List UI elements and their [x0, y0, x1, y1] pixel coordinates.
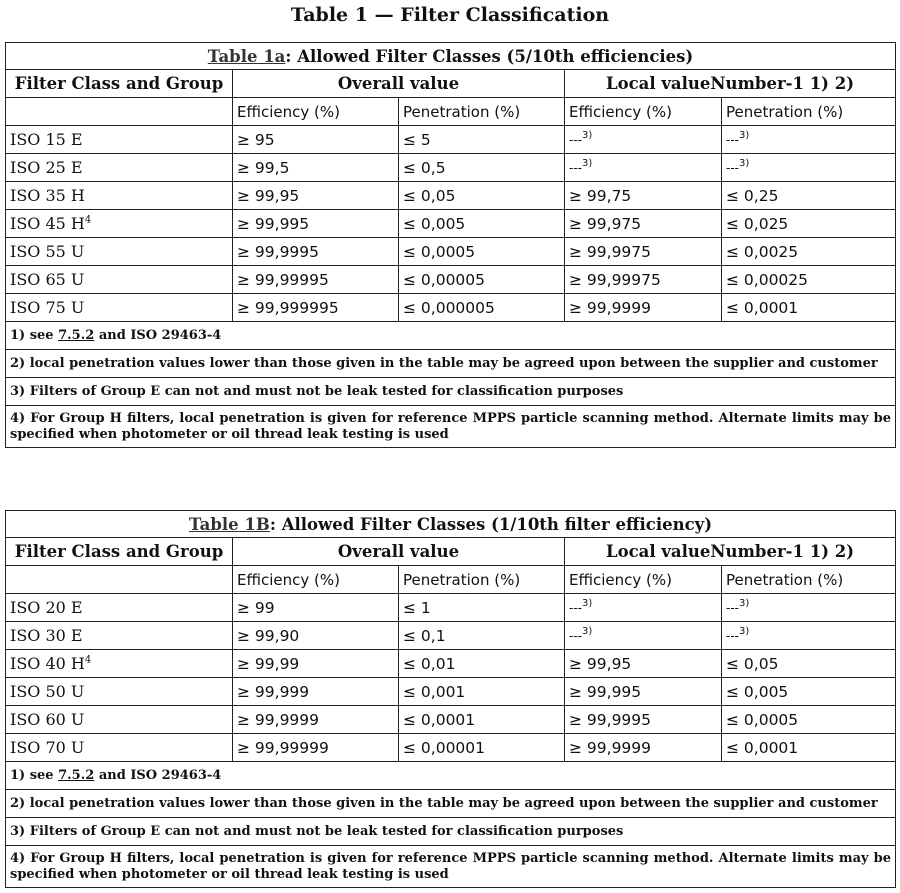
table-1b-caption-row [6, 511, 896, 538]
local-efficiency-cell-text: ≥ 99,975 [569, 214, 642, 233]
table-1a-subheader-row [6, 98, 896, 126]
overall-efficiency-cell [233, 622, 399, 650]
table-row [6, 238, 896, 266]
overall-penetration-cell [399, 154, 565, 182]
local-efficiency-cell [565, 734, 722, 762]
table-1a-header-row [6, 70, 896, 98]
local-efficiency-cell [565, 622, 722, 650]
overall-efficiency-cell-text: ≥ 99,999995 [237, 298, 339, 317]
filter-class-cell [6, 126, 233, 154]
table-1a-caption-row [6, 43, 896, 70]
filter-class-cell [6, 622, 233, 650]
table-row [6, 594, 896, 622]
note-row [6, 790, 896, 818]
local-efficiency-cell-text: ≥ 99,9999 [569, 298, 652, 317]
table-row [6, 182, 896, 210]
local-penetration-cell-text: ≤ 0,025 [726, 214, 789, 233]
note-1-text: 1) see [10, 327, 59, 343]
overall-efficiency-cell-text: ≥ 99,99995 [237, 270, 329, 289]
overall-efficiency-cell-text: ≥ 99,5 [237, 158, 290, 177]
overall-penetration-cell-text: ≤ 0,00005 [403, 270, 486, 289]
filter-class-cell-text: ISO 75 U [10, 298, 85, 317]
filter-class-cell [6, 594, 233, 622]
col-local-value: Local valueNumber-1 1) 2) [565, 538, 896, 566]
filter-class-cell [6, 266, 233, 294]
note-4: 4) For Group H filters, local penetration is given for reference MPPS particle scanning method. Alternate limits may be specified when photometer or oil thread leak testing is used [6, 846, 896, 888]
note-row [6, 818, 896, 846]
overall-efficiency-cell [233, 266, 399, 294]
table-row [6, 126, 896, 154]
overall-penetration-cell-text: ≤ 0,0001 [403, 710, 476, 729]
local-penetration-cell [722, 594, 896, 622]
filter-class-cell-text: ISO 65 U [10, 270, 85, 289]
overall-penetration-cell-text: ≤ 5 [403, 130, 431, 149]
subheader-empty [6, 98, 233, 126]
filter-class-cell-text: ISO 15 E [10, 130, 83, 149]
overall-penetration-cell-text: ≤ 0,001 [403, 682, 466, 701]
table-1b-subheader-row [6, 566, 896, 594]
table-row [6, 678, 896, 706]
local-efficiency-cell [565, 154, 722, 182]
local-efficiency-cell-text: --- [569, 601, 582, 616]
col-overall-value: Overall value [233, 538, 565, 566]
filter-class-cell [6, 182, 233, 210]
filter-class-cell-text: ISO 40 H [10, 654, 85, 673]
overall-penetration-cell-text: ≤ 0,005 [403, 214, 466, 233]
filter-class-cell [6, 678, 233, 706]
local-efficiency-cell-text: ≥ 99,95 [569, 654, 632, 673]
filter-class-cell-text: ISO 60 U [10, 710, 85, 729]
subheader-overall-penetration: Penetration (%) [399, 566, 565, 594]
note-row [6, 406, 896, 448]
table-row [6, 210, 896, 238]
overall-efficiency-cell-text: ≥ 99,99 [237, 654, 300, 673]
filter-class-cell [6, 734, 233, 762]
local-efficiency-cell [565, 594, 722, 622]
local-efficiency-cell [565, 238, 722, 266]
note-2: 2) local penetration values lower than those given in the table may be agreed upon between the supplier and customer [6, 790, 896, 818]
overall-penetration-cell [399, 126, 565, 154]
filter-class-cell-text: ISO 20 E [10, 598, 83, 617]
note-row [6, 846, 896, 888]
overall-efficiency-cell-text: ≥ 99,95 [237, 186, 300, 205]
col-filter-class: Filter Class and Group [6, 538, 233, 566]
overall-penetration-cell [399, 622, 565, 650]
note-row [6, 378, 896, 406]
table-1b-ref[interactable]: Table 1B [188, 514, 270, 534]
table-row [6, 622, 896, 650]
note-row [6, 762, 896, 790]
subheader-local-efficiency: Efficiency (%) [565, 98, 722, 126]
local-efficiency-cell [565, 294, 722, 322]
note-1-text: 1) see [10, 767, 59, 783]
local-efficiency-cell [565, 210, 722, 238]
subheader-local-efficiency: Efficiency (%) [565, 566, 722, 594]
local-efficiency-cell-text: ≥ 99,9999 [569, 738, 652, 757]
overall-efficiency-cell [233, 210, 399, 238]
local-penetration-cell-text: ≤ 0,005 [726, 682, 789, 701]
filter-class-cell [6, 294, 233, 322]
overall-penetration-cell [399, 182, 565, 210]
local-penetration-cell [722, 154, 896, 182]
local-efficiency-cell [565, 182, 722, 210]
local-penetration-cell [722, 266, 896, 294]
local-penetration-cell [722, 210, 896, 238]
local-efficiency-cell-text: ≥ 99,995 [569, 682, 642, 701]
local-penetration-cell-text: ≤ 0,0001 [726, 738, 799, 757]
local-efficiency-cell [565, 126, 722, 154]
overall-penetration-cell [399, 706, 565, 734]
filter-class-cell-text: ISO 70 U [10, 738, 85, 757]
section-link[interactable]: 7.5.2 [58, 327, 95, 343]
overall-penetration-cell [399, 650, 565, 678]
filter-class-cell [6, 238, 233, 266]
local-penetration-cell-text: --- [726, 133, 739, 148]
local-penetration-cell [722, 126, 896, 154]
local-efficiency-cell-text: --- [569, 133, 582, 148]
overall-efficiency-cell [233, 594, 399, 622]
table-1a [5, 42, 896, 448]
footnote-marker: 4 [84, 654, 92, 666]
col-filter-class: Filter Class and Group [6, 70, 233, 98]
overall-efficiency-cell-text: ≥ 99,90 [237, 626, 300, 645]
local-penetration-cell [722, 238, 896, 266]
footnote-marker: 3) [739, 158, 750, 170]
table-1a-caption-text: : Allowed Filter Classes (5/10th efficiencies) [285, 46, 694, 66]
table-1a-caption [6, 43, 896, 70]
footnote-marker: 3) [739, 626, 750, 638]
footnote-marker: 3) [739, 598, 750, 610]
overall-efficiency-cell [233, 126, 399, 154]
local-efficiency-cell [565, 266, 722, 294]
footnote-marker: 4 [84, 214, 92, 226]
note-4: 4) For Group H filters, local penetration is given for reference MPPS particle scanning method. Alternate limits may be specified when photometer or oil thread leak testing is used [6, 406, 896, 448]
overall-penetration-cell [399, 238, 565, 266]
overall-penetration-cell-text: ≤ 1 [403, 598, 431, 617]
overall-efficiency-cell-text: ≥ 99 [237, 598, 275, 617]
table-row [6, 650, 896, 678]
table-1b-caption-text: : Allowed Filter Classes (1/10th filter efficiency) [269, 514, 713, 534]
local-penetration-cell [722, 650, 896, 678]
overall-efficiency-cell [233, 650, 399, 678]
subheader-empty [6, 566, 233, 594]
overall-penetration-cell-text: ≤ 0,0005 [403, 242, 476, 261]
overall-penetration-cell [399, 678, 565, 706]
table-1a-ref[interactable]: Table 1a [207, 46, 286, 66]
local-penetration-cell [722, 182, 896, 210]
filter-class-cell [6, 154, 233, 182]
filter-class-cell [6, 650, 233, 678]
overall-penetration-cell [399, 734, 565, 762]
note-row [6, 322, 896, 350]
footnote-marker: 3) [582, 130, 593, 142]
overall-penetration-cell-text: ≤ 0,01 [403, 654, 456, 673]
note-1-text-post: and ISO 29463-4 [94, 327, 222, 343]
overall-efficiency-cell-text: ≥ 95 [237, 130, 275, 149]
local-efficiency-cell [565, 706, 722, 734]
table-1b [5, 510, 896, 888]
local-penetration-cell-text: ≤ 0,0001 [726, 298, 799, 317]
overall-efficiency-cell-text: ≥ 99,999 [237, 682, 310, 701]
footnote-marker: 3) [582, 598, 593, 610]
local-penetration-cell-text: ≤ 0,05 [726, 654, 779, 673]
note-3: 3) Filters of Group E can not and must not be leak tested for classification purposes [6, 818, 896, 846]
overall-penetration-cell [399, 594, 565, 622]
footnote-marker: 3) [582, 626, 593, 638]
overall-penetration-cell-text: ≤ 0,00001 [403, 738, 486, 757]
local-efficiency-cell [565, 650, 722, 678]
footnote-marker: 3) [739, 130, 750, 142]
col-overall-value: Overall value [233, 70, 565, 98]
local-penetration-cell [722, 622, 896, 650]
table-row [6, 294, 896, 322]
overall-efficiency-cell [233, 294, 399, 322]
local-efficiency-cell-text: ≥ 99,9975 [569, 242, 652, 261]
note-2: 2) local penetration values lower than those given in the table may be agreed upon between the supplier and customer [6, 350, 896, 378]
filter-class-cell [6, 706, 233, 734]
local-penetration-cell-text: ≤ 0,25 [726, 186, 779, 205]
filter-class-cell-text: ISO 25 E [10, 158, 83, 177]
footnote-marker: 3) [582, 158, 593, 170]
subheader-local-penetration: Penetration (%) [722, 566, 896, 594]
overall-penetration-cell [399, 294, 565, 322]
local-penetration-cell-text: --- [726, 601, 739, 616]
table-row [6, 734, 896, 762]
page-title: Table 1 — Filter Classification [290, 4, 610, 26]
overall-efficiency-cell [233, 678, 399, 706]
overall-penetration-cell-text: ≤ 0,5 [403, 158, 446, 177]
local-penetration-cell-text: ≤ 0,0005 [726, 710, 799, 729]
overall-efficiency-cell-text: ≥ 99,9995 [237, 242, 320, 261]
filter-class-cell-text: ISO 30 E [10, 626, 83, 645]
note-1 [6, 762, 896, 790]
col-local-value: Local valueNumber-1 1) 2) [565, 70, 896, 98]
filter-class-cell-text: ISO 50 U [10, 682, 85, 701]
local-efficiency-cell [565, 678, 722, 706]
overall-efficiency-cell [233, 154, 399, 182]
note-row [6, 350, 896, 378]
local-penetration-cell-text: --- [726, 161, 739, 176]
subheader-overall-efficiency: Efficiency (%) [233, 98, 399, 126]
overall-penetration-cell [399, 210, 565, 238]
overall-penetration-cell-text: ≤ 0,1 [403, 626, 446, 645]
local-efficiency-cell-text: --- [569, 161, 582, 176]
table-1b-caption [6, 511, 896, 538]
local-efficiency-cell-text: ≥ 99,99975 [569, 270, 661, 289]
overall-efficiency-cell-text: ≥ 99,99999 [237, 738, 329, 757]
local-penetration-cell [722, 678, 896, 706]
filter-class-cell-text: ISO 45 H [10, 214, 85, 233]
overall-efficiency-cell [233, 182, 399, 210]
local-efficiency-cell-text: ≥ 99,9995 [569, 710, 652, 729]
table-1b-header-row [6, 538, 896, 566]
overall-efficiency-cell-text: ≥ 99,995 [237, 214, 310, 233]
local-penetration-cell [722, 734, 896, 762]
table-row [6, 706, 896, 734]
table-row [6, 266, 896, 294]
filter-class-cell-text: ISO 35 H [10, 186, 85, 205]
overall-efficiency-cell-text: ≥ 99,9999 [237, 710, 320, 729]
filter-class-cell-text: ISO 55 U [10, 242, 85, 261]
overall-efficiency-cell [233, 706, 399, 734]
local-penetration-cell-text: --- [726, 629, 739, 644]
local-penetration-cell-text: ≤ 0,00025 [726, 270, 809, 289]
table-row [6, 154, 896, 182]
subheader-local-penetration: Penetration (%) [722, 98, 896, 126]
overall-penetration-cell [399, 266, 565, 294]
note-1-text-post: and ISO 29463-4 [94, 767, 222, 783]
note-1 [6, 322, 896, 350]
local-efficiency-cell-text: --- [569, 629, 582, 644]
local-penetration-cell [722, 294, 896, 322]
note-3: 3) Filters of Group E can not and must not be leak tested for classification purposes [6, 378, 896, 406]
local-penetration-cell-text: ≤ 0,0025 [726, 242, 799, 261]
overall-penetration-cell-text: ≤ 0,05 [403, 186, 456, 205]
overall-efficiency-cell [233, 238, 399, 266]
subheader-overall-efficiency: Efficiency (%) [233, 566, 399, 594]
overall-efficiency-cell [233, 734, 399, 762]
section-link[interactable]: 7.5.2 [58, 767, 95, 783]
local-penetration-cell [722, 706, 896, 734]
local-efficiency-cell-text: ≥ 99,75 [569, 186, 632, 205]
overall-penetration-cell-text: ≤ 0,000005 [403, 298, 495, 317]
subheader-overall-penetration: Penetration (%) [399, 98, 565, 126]
filter-class-cell [6, 210, 233, 238]
